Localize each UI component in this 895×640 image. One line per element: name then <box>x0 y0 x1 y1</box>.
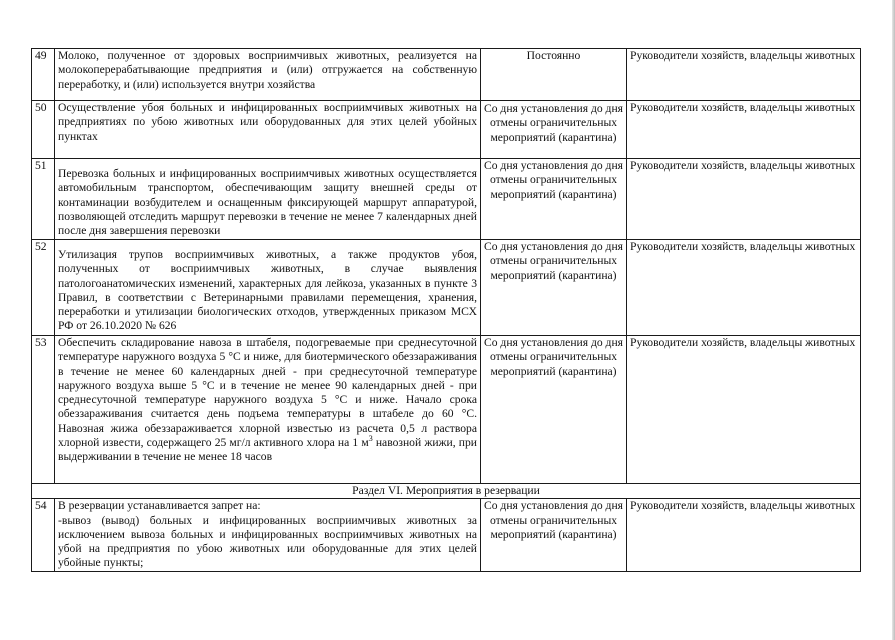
measure-text: В резервации устанавливается запрет на: -вывоз (вывод) больных и инфицированных восприимчивых животных за исключением вывоза больных и инфицированных восприимчивых животных на убой на предприятия по убою животных или оборудованные для этих целей убойные пункты; <box>55 499 481 571</box>
table-row <box>32 159 861 240</box>
measure-responsible: Руководители хозяйств, владельцы животных <box>627 240 861 336</box>
measure-responsible: Руководители хозяйств, владельцы животных <box>627 499 861 571</box>
superscript: 3 <box>368 434 373 444</box>
table-row <box>32 240 861 336</box>
measure-text <box>55 336 481 484</box>
section-row <box>32 484 861 499</box>
row-number: 52 <box>32 240 55 336</box>
measure-responsible: Руководители хозяйств, владельцы животных <box>627 159 861 240</box>
measure-text: Осуществление убоя больных и инфицированных восприимчивых животных на предприятиях по убою животных или оборудованных для этих целей убойных пунктах <box>55 101 481 159</box>
measure-responsible: Руководители хозяйств, владельцы животных <box>627 49 861 101</box>
measures-table <box>31 48 861 572</box>
measure-text-part: Обеспечить складирование навоза в штабеля, подогреваемые при среднесуточной температуре наружного воздуха 5 °С и ниже, для биотермического обеззараживания в течение не менее 60 календарных дней - при среднесуточной температуре наружного воздуха выше 5 °С и в течение не менее 90 календарных дней - при среднесуточной температуре наружного воздуха 5 °С и ниже. Начало срока обеззараживания считается день подъема температуры в штабеле до 60 °С. Навозная жижа обеззараживается хлорной известью из расчета 0,5 л раствора хлорной извести, содержащего 25 мг/л активного хлора на 1 м <box>58 336 477 450</box>
table-row <box>32 336 861 484</box>
measure-term: Со дня установления до дня отмены ограничительных мероприятий (карантина) <box>481 240 627 336</box>
measure-term: Со дня установления до дня отмены ограничительных мероприятий (карантина) <box>481 499 627 571</box>
table-row <box>32 499 861 571</box>
measure-text: Утилизация трупов восприимчивых животных, а также продуктов убоя, полученных от восприимчивых животных, в случае выявления патологоанатомических изменений, характерных для лейкоза, указанных в пункте 3 Правил, в соответствии с Ветеринарными правилами перемещения, хранения, переработки и утилизации биологических отходов, утвержденных приказом МСХ РФ от 26.10.2020 № 626 <box>55 240 481 336</box>
measure-term: Со дня установления до дня отмены ограничительных мероприятий (карантина) <box>481 101 627 159</box>
measure-responsible: Руководители хозяйств, владельцы животных <box>627 101 861 159</box>
measure-text: Молоко, полученное от здоровых восприимчивых животных, реализуется на молокоперерабатывающие предприятия и (или) отгружается на собственную переработку, и (или) используется внутри хозяйства <box>55 49 481 101</box>
row-number: 51 <box>32 159 55 240</box>
table-row <box>32 49 861 101</box>
measure-term: Со дня установления до дня отмены ограничительных мероприятий (карантина) <box>481 336 627 484</box>
row-number: 54 <box>32 499 55 571</box>
measure-term: Со дня установления до дня отмены ограничительных мероприятий (карантина) <box>481 159 627 240</box>
measure-responsible: Руководители хозяйств, владельцы животных <box>627 336 861 484</box>
section-title: Раздел VI. Мероприятия в резервации <box>32 484 861 499</box>
measure-text: Перевозка больных и инфицированных восприимчивых животных осуществляется автомобильным транспортом, обеспечивающим защиту внешней среды от контаминации возбудителем и оснащенным фиксирующей маршрут аппаратурой, позволяющей отследить маршрут перевозки в течение не менее 7 календарных дней после дня завершения перевозки <box>55 159 481 240</box>
row-number: 50 <box>32 101 55 159</box>
row-number: 49 <box>32 49 55 101</box>
table-row <box>32 101 861 159</box>
measure-text-part: навозной жижи, при выдерживании в течение не менее 18 часов <box>58 436 477 464</box>
row-number: 53 <box>32 336 55 484</box>
measure-term: Постоянно <box>481 49 627 101</box>
